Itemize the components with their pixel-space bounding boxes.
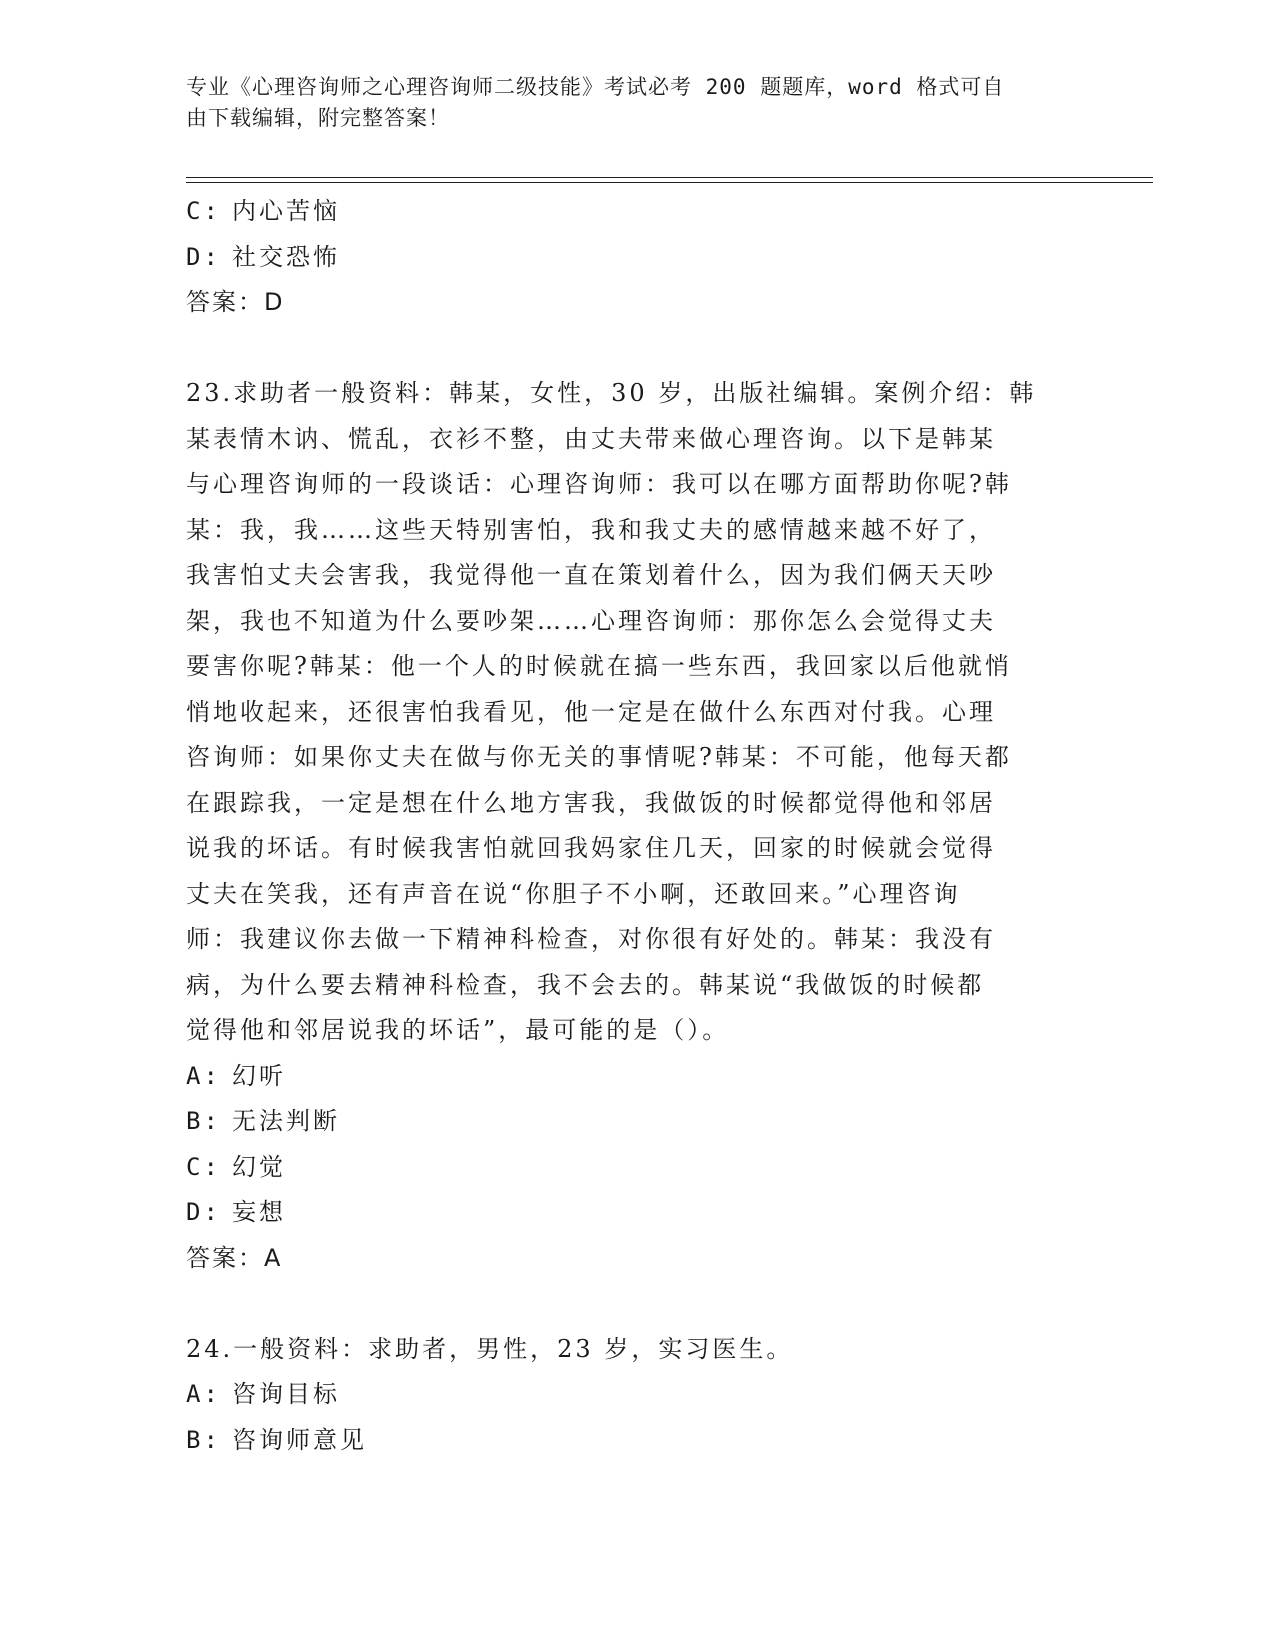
stem-line: 丈夫在笑我，还有声音在说“你胆子不小啊，还敢回来。”心理咨询: [186, 879, 961, 908]
stem-line: 我害怕丈夫会害我，我觉得他一直在策划着什么，因为我们俩天天吵: [186, 561, 996, 589]
q24-option-a: [186, 1372, 1086, 1418]
option-text: 无法判断: [232, 1107, 340, 1135]
option-letter: B:: [186, 1425, 221, 1454]
stem-line: 23.求助者一般资料：韩某，女性，30 岁，出版社编辑。案例介绍：韩: [186, 379, 1037, 407]
option-text: 幻觉: [232, 1152, 286, 1181]
stem-line: 与心理咨询师的一段谈话：心理咨询师：我可以在哪方面帮助你呢?韩: [186, 470, 1012, 498]
question-23: [186, 371, 1086, 1281]
stem-line: 某：我，我……这些天特别害怕，我和我丈夫的感情越来越不好了，: [186, 515, 996, 544]
option-text: 妄想: [232, 1198, 286, 1226]
stem-line: 师：我建议你去做一下精神科检查，对你很有好处的。韩某：我没有: [186, 925, 996, 953]
spacer: [186, 326, 1086, 372]
option-letter: D:: [186, 1198, 221, 1226]
option-letter: A:: [186, 1061, 221, 1090]
header-line-2: 由下载编辑，附完整答案！: [186, 106, 450, 130]
stem-line: 说我的坏话。有时候我害怕就回我妈家住几天，回家的时候就会觉得: [186, 834, 996, 862]
header-rule-bottom: [186, 182, 1153, 183]
header-line-1: 专业《心理咨询师之心理咨询师二级技能》考试必考 200 题题库，word 格式可自: [186, 75, 1005, 99]
option-text: 咨询目标: [232, 1380, 340, 1408]
stem-line: 咨询师：如果你丈夫在做与你无关的事情呢?韩某：不可能，他每天都: [186, 743, 1012, 771]
option-text: 幻听: [232, 1061, 286, 1090]
q22-option-c: [186, 189, 1086, 235]
option-letter: B:: [186, 1107, 221, 1135]
stem-line: 架，我也不知道为什么要吵架……心理咨询师：那你怎么会觉得丈夫: [186, 606, 996, 635]
q23-answer: 答案：A: [186, 1243, 283, 1272]
q24-stem: 24.一般资料：求助者，男性，23 岁，实习医生。: [186, 1334, 794, 1363]
option-text: 内心苦恼: [232, 197, 340, 225]
document-body: [186, 189, 1086, 1463]
option-text: 咨询师意见: [232, 1425, 367, 1454]
q23-option-d: [186, 1190, 1086, 1236]
stem-line: 某表情木讷、慌乱，衣衫不整，由丈夫带来做心理咨询。以下是韩某: [186, 424, 996, 453]
question-24: [186, 1327, 1086, 1464]
question-22: [186, 189, 1086, 326]
q22-option-d: [186, 235, 1086, 281]
q24-option-b: [186, 1418, 1086, 1464]
option-letter: A:: [186, 1380, 221, 1408]
option-letter: D:: [186, 242, 221, 271]
q23-option-b: [186, 1099, 1086, 1145]
page-header: [186, 72, 1066, 134]
option-letter: C:: [186, 197, 221, 225]
q23-stem: [186, 371, 1086, 1054]
stem-line: 病，为什么要去精神科检查，我不会去的。韩某说“我做饭的时候都: [186, 970, 985, 999]
stem-line: 在跟踪我，一定是想在什么地方害我，我做饭的时候都觉得他和邻居: [186, 788, 996, 817]
q22-answer: 答案：D: [186, 288, 285, 316]
stem-line: 觉得他和邻居说我的坏话”，最可能的是（）。: [186, 1016, 730, 1044]
stem-line: 要害你呢?韩某：他一个人的时候就在搞一些东西，我回家以后他就悄: [186, 652, 1012, 680]
option-text: 社交恐怖: [232, 242, 340, 271]
header-rule-top: [186, 177, 1153, 178]
option-letter: C:: [186, 1152, 221, 1181]
stem-line: 悄地收起来，还很害怕我看见，他一定是在做什么东西对付我。心理: [186, 697, 996, 726]
q23-option-c: [186, 1145, 1086, 1191]
spacer: [186, 1281, 1086, 1327]
q23-option-a: [186, 1054, 1086, 1100]
